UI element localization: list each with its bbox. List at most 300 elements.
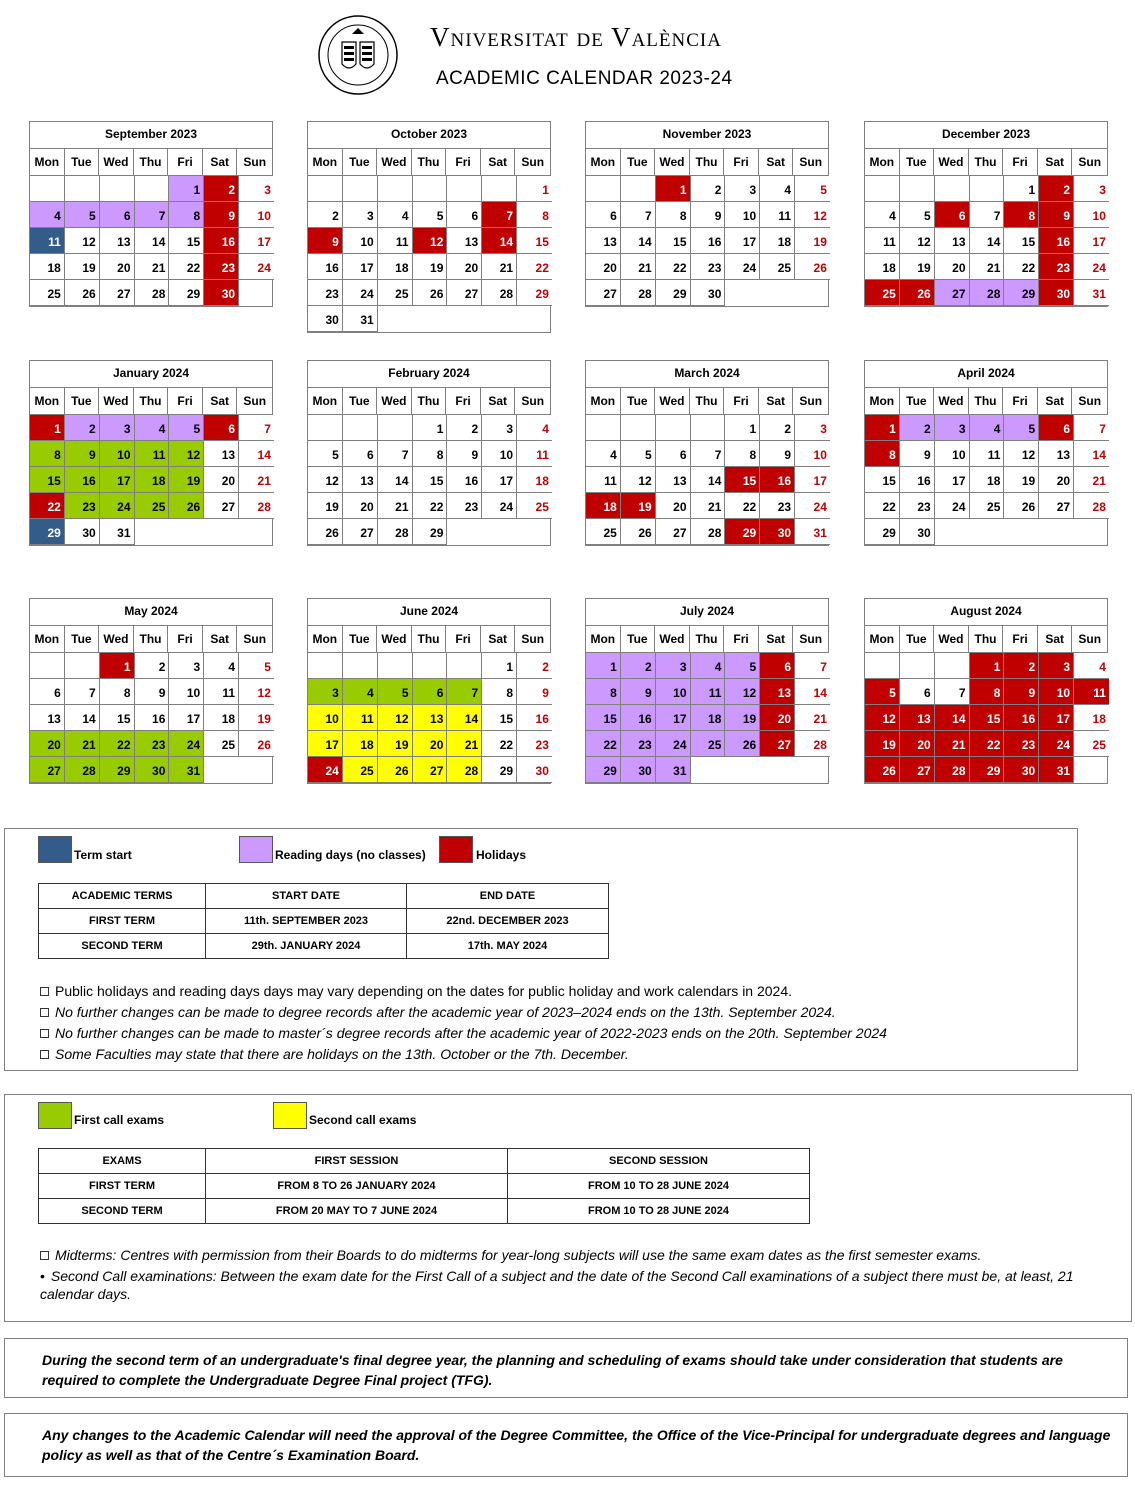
- day-cell: 30: [308, 306, 343, 332]
- weekday-label: Sun: [1078, 394, 1102, 408]
- weekday-label: Sat: [481, 626, 516, 652]
- day-cell: 1: [169, 176, 204, 202]
- reading-days-label: Reading days (no classes): [275, 848, 426, 862]
- day-cell: 26: [865, 757, 900, 783]
- day-cell: 1: [482, 653, 517, 679]
- day-cell: 11: [586, 467, 621, 493]
- day-cell: 24: [1039, 731, 1074, 757]
- day-cell: 15: [30, 467, 65, 493]
- day-cell: 19: [725, 705, 760, 731]
- day-cell: 7: [795, 653, 830, 679]
- day-cell: 18: [378, 254, 413, 280]
- empty-day-cell: [343, 415, 378, 441]
- day-cell: 29: [1004, 280, 1039, 306]
- weekday-label: Sun: [243, 632, 267, 646]
- month-calendar: [307, 360, 551, 546]
- day-cell: 18: [691, 705, 726, 731]
- table-header-cell: EXAMS: [39, 1149, 206, 1174]
- weekday-header-row: [586, 626, 828, 653]
- day-cell: 6: [760, 653, 795, 679]
- empty-day-cell: [378, 653, 413, 679]
- day-cell: 29: [30, 519, 65, 545]
- weekday-label: Mon: [586, 388, 621, 414]
- day-cell: 9: [308, 228, 343, 254]
- day-cell: 18: [865, 254, 900, 280]
- day-cell: 22: [482, 731, 517, 757]
- weekday-label: Mon: [30, 626, 65, 652]
- day-cell: 29: [725, 519, 760, 545]
- day-cell: 14: [135, 228, 170, 254]
- weekday-label: Wed: [655, 388, 690, 414]
- weekday-label: Wed: [99, 388, 134, 414]
- day-cell: 4: [30, 202, 65, 228]
- day-cell: 18: [970, 467, 1005, 493]
- changes-message: Any changes to the Academic Calendar will need the approval of the Degree Committee, the Office of the Vice-Principal for undergraduate degrees and language policy as well as that of the Centre´s Examination Board.: [42, 1427, 1111, 1463]
- day-cell: 4: [691, 653, 726, 679]
- day-cell: 7: [378, 441, 413, 467]
- note-item: Midterms: Centres with permission from their Boards to do midterms for year-long subjects will use the same exam dates as the first semester exams.: [40, 1247, 981, 1263]
- weekday-label: Fri: [168, 149, 203, 175]
- weekday-label: Sat: [203, 149, 238, 175]
- day-cell: 21: [621, 254, 656, 280]
- weekday-label: Mon: [865, 388, 900, 414]
- day-cell: 28: [482, 280, 517, 306]
- day-cell: 23: [691, 254, 726, 280]
- day-cell: 22: [970, 731, 1005, 757]
- day-cell: 5: [795, 176, 830, 202]
- day-cell: 11: [204, 679, 239, 705]
- day-cell: 16: [308, 254, 343, 280]
- day-cell: 6: [900, 679, 935, 705]
- day-cell: 4: [970, 415, 1005, 441]
- day-cell: 12: [378, 705, 413, 731]
- day-cell: 29: [970, 757, 1005, 783]
- day-cell: 20: [204, 467, 239, 493]
- university-seal-logo: [312, 14, 404, 96]
- day-cell: 17: [725, 228, 760, 254]
- day-cell: 10: [1039, 679, 1074, 705]
- day-cell: 26: [169, 493, 204, 519]
- day-cell: 20: [935, 254, 970, 280]
- weekday-label: Wed: [655, 626, 690, 652]
- day-cell: 22: [586, 731, 621, 757]
- weekday-label: Wed: [934, 388, 969, 414]
- day-cell: 31: [343, 306, 378, 332]
- day-cell: 28: [691, 519, 726, 545]
- day-cell: 28: [378, 519, 413, 545]
- calendar-title: ACADEMIC CALENDAR 2023-24: [436, 68, 733, 89]
- day-cell: 15: [413, 467, 448, 493]
- table-header-cell: START DATE: [206, 884, 407, 909]
- weekday-label: Sun: [799, 394, 823, 408]
- day-cell: 30: [760, 519, 795, 545]
- day-cell: 18: [760, 228, 795, 254]
- day-cell: 4: [760, 176, 795, 202]
- weekday-label: Fri: [446, 388, 481, 414]
- month-title: August 2024: [865, 599, 1107, 626]
- weekday-label: Mon: [586, 149, 621, 175]
- day-cell: 25: [1074, 731, 1109, 757]
- days-grid: [30, 653, 272, 783]
- day-cell: 26: [308, 519, 343, 545]
- day-cell: 8: [482, 679, 517, 705]
- day-cell: 12: [413, 228, 448, 254]
- day-cell: 29: [517, 280, 552, 306]
- exams-info-box: [4, 1094, 1132, 1322]
- day-cell: 13: [1039, 441, 1074, 467]
- days-grid: [30, 176, 272, 306]
- weekday-label: Fri: [1003, 149, 1038, 175]
- day-cell: 11: [865, 228, 900, 254]
- table-row: [39, 1174, 810, 1199]
- weekday-label: Wed: [655, 149, 690, 175]
- day-cell: 2: [447, 415, 482, 441]
- day-cell: 20: [760, 705, 795, 731]
- month-calendar: [585, 360, 829, 546]
- empty-day-cell: [970, 176, 1005, 202]
- day-cell: 1: [865, 415, 900, 441]
- day-cell: 2: [65, 415, 100, 441]
- day-cell: 14: [970, 228, 1005, 254]
- days-grid: [586, 653, 828, 783]
- day-cell: 25: [970, 493, 1005, 519]
- day-cell: 27: [30, 757, 65, 783]
- day-cell: 16: [447, 467, 482, 493]
- day-cell: 13: [900, 705, 935, 731]
- table-cell: FROM 10 TO 28 JUNE 2024: [508, 1174, 810, 1199]
- day-cell: 31: [656, 757, 691, 783]
- days-grid: [30, 415, 272, 545]
- day-cell: 7: [482, 202, 517, 228]
- day-cell: 6: [586, 202, 621, 228]
- day-cell: 4: [204, 653, 239, 679]
- empty-day-cell: [760, 757, 795, 783]
- day-cell: 10: [725, 202, 760, 228]
- terms-info-box: [4, 828, 1078, 1071]
- day-cell: 14: [378, 467, 413, 493]
- days-grid: [865, 653, 1107, 783]
- day-cell: 12: [65, 228, 100, 254]
- day-cell: 20: [447, 254, 482, 280]
- weekday-label: Fri: [446, 149, 481, 175]
- day-cell: 6: [343, 441, 378, 467]
- day-cell: 20: [586, 254, 621, 280]
- day-cell: 5: [900, 202, 935, 228]
- second-call-swatch: [273, 1102, 307, 1129]
- day-cell: 19: [795, 228, 830, 254]
- weekday-label: Sun: [521, 394, 545, 408]
- weekday-label: Tue: [65, 149, 100, 175]
- day-cell: 24: [169, 731, 204, 757]
- day-cell: 15: [100, 705, 135, 731]
- day-cell: 31: [1039, 757, 1074, 783]
- weekday-label: Mon: [865, 626, 900, 652]
- day-cell: 28: [447, 757, 482, 783]
- day-cell: 13: [100, 228, 135, 254]
- weekday-label: Fri: [724, 149, 759, 175]
- weekday-label: Fri: [168, 388, 203, 414]
- day-cell: 11: [760, 202, 795, 228]
- weekday-label: Wed: [99, 149, 134, 175]
- weekday-label: Tue: [343, 388, 378, 414]
- day-cell: 16: [760, 467, 795, 493]
- empty-day-cell: [935, 653, 970, 679]
- day-cell: 9: [900, 441, 935, 467]
- day-cell: 11: [30, 228, 65, 254]
- weekday-label: Tue: [343, 626, 378, 652]
- note-item: • Second Call examinations: Between the exam date for the First Call of a subject and the date of the Second Call examinations of a subject there must be, at least, 21 calendar days.: [40, 1268, 1074, 1302]
- empty-day-cell: [482, 176, 517, 202]
- day-cell: 9: [517, 679, 552, 705]
- day-cell: 12: [900, 228, 935, 254]
- day-cell: 19: [900, 254, 935, 280]
- weekday-label: Thu: [969, 388, 1004, 414]
- day-cell: 11: [343, 705, 378, 731]
- weekday-label: Sat: [759, 149, 794, 175]
- empty-day-cell: [378, 176, 413, 202]
- day-cell: 24: [482, 493, 517, 519]
- day-cell: 4: [1074, 653, 1109, 679]
- day-cell: 26: [725, 731, 760, 757]
- day-cell: 7: [970, 202, 1005, 228]
- weekday-label: Sat: [759, 388, 794, 414]
- day-cell: 19: [378, 731, 413, 757]
- day-cell: 19: [621, 493, 656, 519]
- weekday-label: Sun: [799, 632, 823, 646]
- checkbox-bullet-icon: [40, 1050, 49, 1059]
- weekday-label: Mon: [865, 149, 900, 175]
- day-cell: 11: [970, 441, 1005, 467]
- day-cell: 22: [656, 254, 691, 280]
- empty-day-cell: [343, 176, 378, 202]
- weekday-label: Tue: [343, 149, 378, 175]
- empty-day-cell: [413, 176, 448, 202]
- empty-day-cell: [65, 653, 100, 679]
- day-cell: 25: [378, 280, 413, 306]
- day-cell: 24: [1074, 254, 1109, 280]
- weekday-header-row: [30, 388, 272, 415]
- academic-terms-table: [38, 883, 609, 959]
- day-cell: 16: [900, 467, 935, 493]
- day-cell: 18: [135, 467, 170, 493]
- day-cell: 23: [65, 493, 100, 519]
- empty-day-cell: [900, 176, 935, 202]
- day-cell: 21: [970, 254, 1005, 280]
- day-cell: 15: [656, 228, 691, 254]
- day-cell: 6: [935, 202, 970, 228]
- table-cell: 11th. SEPTEMBER 2023: [206, 909, 407, 934]
- note-item: Public holidays and reading days days may vary depending on the dates for public holiday and work calendars in 2024.: [40, 983, 792, 999]
- day-cell: 24: [725, 254, 760, 280]
- day-cell: 5: [378, 679, 413, 705]
- day-cell: 10: [308, 705, 343, 731]
- table-header-cell: ACADEMIC TERMS: [39, 884, 206, 909]
- day-cell: 17: [1074, 228, 1109, 254]
- bullet-icon: •: [40, 1268, 45, 1284]
- tfg-message: During the second term of an undergraduate's final degree year, the planning and scheduling of exams should take under consideration that students are required to complete the Undergraduate Degree Final project (TFG).: [42, 1352, 1063, 1388]
- day-cell: 12: [725, 679, 760, 705]
- day-cell: 25: [30, 280, 65, 306]
- day-cell: 5: [865, 679, 900, 705]
- weekday-header-row: [586, 388, 828, 415]
- table-cell: 17th. MAY 2024: [407, 934, 609, 959]
- day-cell: 2: [135, 653, 170, 679]
- day-cell: 30: [65, 519, 100, 545]
- day-cell: 27: [656, 519, 691, 545]
- weekday-label: Mon: [30, 149, 65, 175]
- empty-day-cell: [1004, 519, 1039, 545]
- day-cell: 25: [135, 493, 170, 519]
- day-cell: 15: [970, 705, 1005, 731]
- empty-day-cell: [447, 519, 482, 545]
- day-cell: 7: [447, 679, 482, 705]
- day-cell: 21: [1074, 467, 1109, 493]
- day-cell: 8: [586, 679, 621, 705]
- day-cell: 30: [1039, 280, 1074, 306]
- day-cell: 14: [65, 705, 100, 731]
- month-calendar: [29, 360, 273, 546]
- day-cell: 4: [343, 679, 378, 705]
- day-cell: 2: [1039, 176, 1074, 202]
- day-cell: 5: [621, 441, 656, 467]
- weekday-label: Sat: [203, 626, 238, 652]
- day-cell: 20: [656, 493, 691, 519]
- day-cell: 21: [795, 705, 830, 731]
- day-cell: 30: [135, 757, 170, 783]
- empty-day-cell: [900, 653, 935, 679]
- empty-day-cell: [239, 519, 274, 545]
- first-call-swatch: [38, 1102, 72, 1129]
- day-cell: 1: [413, 415, 448, 441]
- day-cell: 23: [447, 493, 482, 519]
- weekday-label: Fri: [724, 388, 759, 414]
- day-cell: 12: [865, 705, 900, 731]
- empty-day-cell: [65, 176, 100, 202]
- month-title: July 2024: [586, 599, 828, 626]
- day-cell: 12: [795, 202, 830, 228]
- day-cell: 22: [725, 493, 760, 519]
- day-cell: 30: [900, 519, 935, 545]
- day-cell: 2: [1004, 653, 1039, 679]
- weekday-label: Tue: [65, 388, 100, 414]
- day-cell: 10: [1074, 202, 1109, 228]
- day-cell: 30: [517, 757, 552, 783]
- day-cell: 20: [413, 731, 448, 757]
- day-cell: 12: [169, 441, 204, 467]
- day-cell: 13: [343, 467, 378, 493]
- day-cell: 7: [135, 202, 170, 228]
- day-cell: 25: [343, 757, 378, 783]
- weekday-label: Sun: [1078, 632, 1102, 646]
- weekday-label: Sat: [481, 388, 516, 414]
- day-cell: 19: [413, 254, 448, 280]
- day-cell: 9: [135, 679, 170, 705]
- month-title: October 2023: [308, 122, 550, 149]
- weekday-label: Wed: [377, 388, 412, 414]
- day-cell: 10: [482, 441, 517, 467]
- day-cell: 12: [239, 679, 274, 705]
- university-name: Vniversitat de València: [430, 22, 722, 52]
- empty-day-cell: [691, 757, 726, 783]
- day-cell: 5: [169, 415, 204, 441]
- day-cell: 8: [413, 441, 448, 467]
- day-cell: 3: [935, 415, 970, 441]
- month-calendar: [864, 121, 1108, 307]
- day-cell: 19: [65, 254, 100, 280]
- reading-days-swatch: [239, 836, 273, 863]
- empty-day-cell: [135, 176, 170, 202]
- weekday-label: Wed: [934, 149, 969, 175]
- day-cell: 6: [447, 202, 482, 228]
- day-cell: 25: [517, 493, 552, 519]
- day-cell: 27: [204, 493, 239, 519]
- days-grid: [308, 415, 550, 545]
- day-cell: 28: [135, 280, 170, 306]
- day-cell: 13: [30, 705, 65, 731]
- day-cell: 19: [308, 493, 343, 519]
- weekday-label: Fri: [1003, 626, 1038, 652]
- weekday-label: Tue: [621, 388, 656, 414]
- weekday-label: Mon: [308, 388, 343, 414]
- day-cell: 14: [691, 467, 726, 493]
- day-cell: 29: [169, 280, 204, 306]
- day-cell: 3: [1039, 653, 1074, 679]
- day-cell: 7: [621, 202, 656, 228]
- day-cell: 19: [169, 467, 204, 493]
- empty-day-cell: [970, 519, 1005, 545]
- day-cell: 28: [935, 757, 970, 783]
- changes-message-box: [4, 1413, 1128, 1477]
- day-cell: 9: [621, 679, 656, 705]
- day-cell: 6: [656, 441, 691, 467]
- empty-day-cell: [865, 176, 900, 202]
- day-cell: 27: [343, 519, 378, 545]
- days-grid: [586, 415, 828, 545]
- empty-day-cell: [621, 176, 656, 202]
- day-cell: 6: [204, 415, 239, 441]
- checkbox-bullet-icon: [40, 987, 49, 996]
- weekday-label: Thu: [412, 149, 447, 175]
- table-header-row: [39, 884, 609, 909]
- day-cell: 5: [308, 441, 343, 467]
- day-cell: 24: [935, 493, 970, 519]
- day-cell: 2: [900, 415, 935, 441]
- day-cell: 25: [204, 731, 239, 757]
- weekday-label: Sat: [759, 626, 794, 652]
- empty-day-cell: [204, 519, 239, 545]
- day-cell: 13: [656, 467, 691, 493]
- day-cell: 17: [482, 467, 517, 493]
- day-cell: 22: [30, 493, 65, 519]
- day-cell: 6: [30, 679, 65, 705]
- day-cell: 17: [239, 228, 274, 254]
- day-cell: 29: [482, 757, 517, 783]
- day-cell: 16: [65, 467, 100, 493]
- weekday-label: Fri: [446, 626, 481, 652]
- empty-day-cell: [1074, 519, 1109, 545]
- day-cell: 15: [586, 705, 621, 731]
- day-cell: 1: [517, 176, 552, 202]
- empty-day-cell: [621, 415, 656, 441]
- day-cell: 27: [100, 280, 135, 306]
- empty-day-cell: [239, 757, 274, 783]
- day-cell: 3: [1074, 176, 1109, 202]
- day-cell: 31: [169, 757, 204, 783]
- checkbox-bullet-icon: [40, 1251, 49, 1260]
- day-cell: 17: [795, 467, 830, 493]
- day-cell: 22: [100, 731, 135, 757]
- day-cell: 23: [517, 731, 552, 757]
